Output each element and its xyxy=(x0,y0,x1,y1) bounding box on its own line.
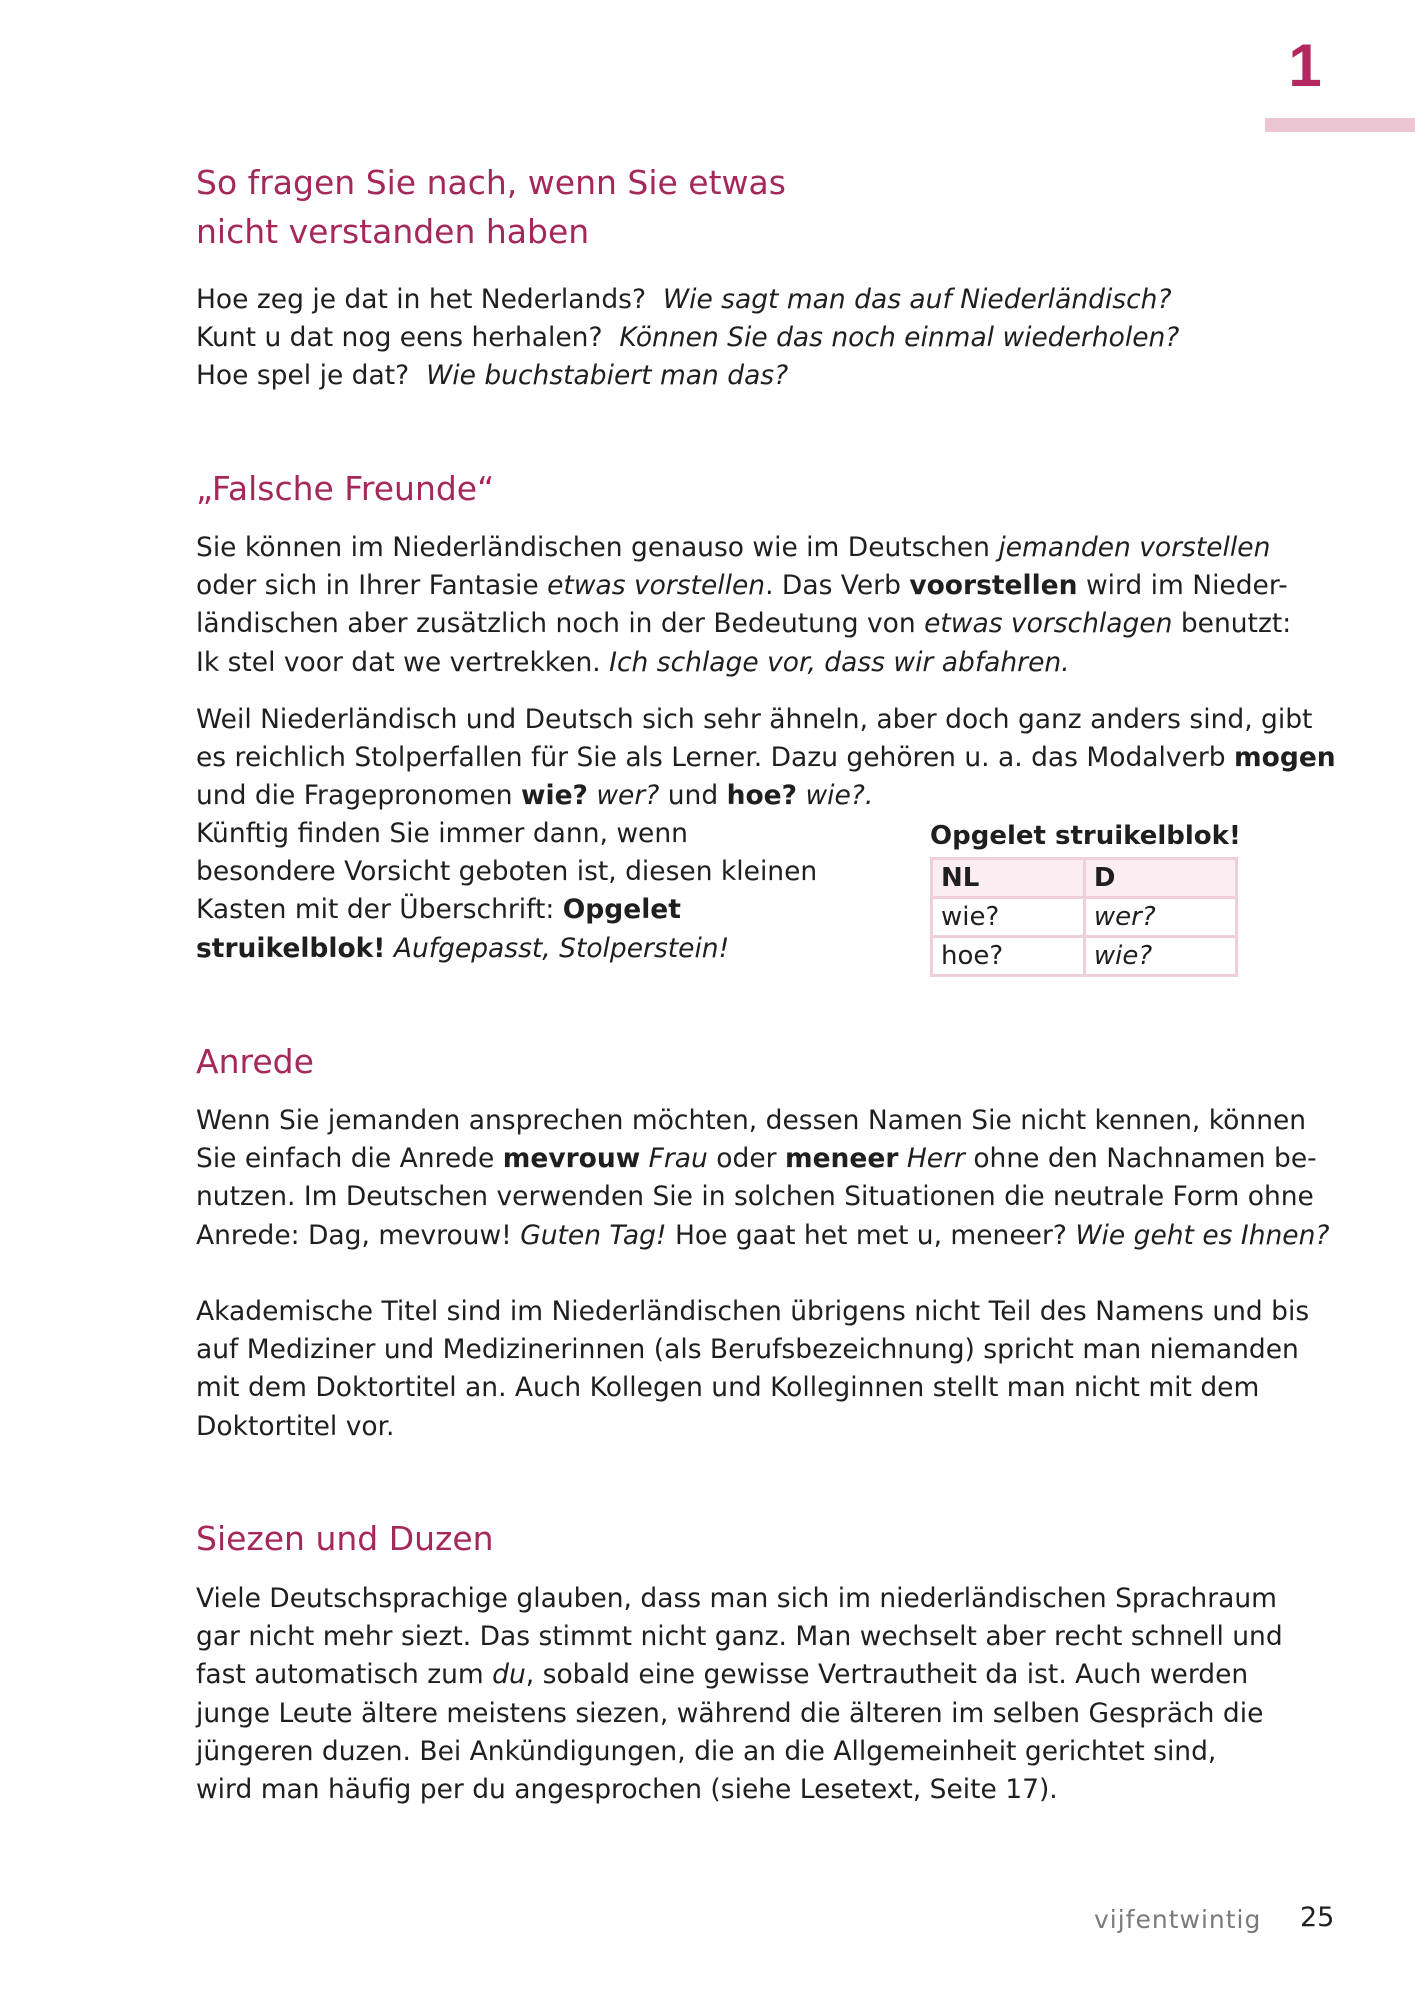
text-line xyxy=(196,1102,1329,1140)
text-line: gar nicht mehr siezt. Das stimmt nicht ganz. Man wechselt aber recht schnell und xyxy=(196,1621,1283,1653)
text-line xyxy=(196,644,1291,682)
text-line: mit dem Doktortitel an. Auch Kollegen und Kolleginnen stellt man nicht mit dem xyxy=(196,1372,1260,1404)
cell-nl: hoe? xyxy=(932,937,1085,976)
text: oder sich in Ihrer Fantasie xyxy=(196,570,548,602)
warning-box-title: Opgelet struikelblok! xyxy=(930,821,1241,851)
table-row xyxy=(932,898,1237,937)
text-italic: Ich schlage vor, dass wir abfahren. xyxy=(609,646,1070,678)
text: ohne den Nachnamen be- xyxy=(973,1143,1317,1175)
paragraph xyxy=(196,1580,1283,1809)
paragraph xyxy=(196,815,836,968)
text-italic: etwas vorstellen xyxy=(547,570,766,602)
text: und die Fragepronomen xyxy=(196,780,522,812)
table-header-row xyxy=(932,859,1237,898)
section-heading-falsche-freunde: „Falsche Freunde“ xyxy=(196,469,495,508)
page-number: 25 xyxy=(1300,1902,1335,1933)
cell-de: wie? xyxy=(1084,937,1236,976)
text-bold: meneer xyxy=(784,1143,899,1175)
text-line xyxy=(196,1656,1283,1694)
text-italic: jemanden vorstellen xyxy=(998,532,1271,563)
text-bold: wie? xyxy=(521,780,588,812)
text: fast automatisch zum xyxy=(196,1659,493,1691)
section-heading-nachfragen xyxy=(196,158,786,256)
text-bold: Opgelet struikelblok! xyxy=(196,894,681,964)
paragraph xyxy=(196,529,1291,682)
header-cell-nl: NL xyxy=(932,859,1085,898)
text-line xyxy=(196,1178,1329,1216)
header-cell-de: D xyxy=(1084,859,1236,898)
phrase-nl: Hoe zeg je dat in het Nederlands? xyxy=(196,284,647,315)
paragraph xyxy=(196,701,1336,816)
text-line: Akademische Titel sind im Niederländischen übrigens nicht Teil des Namens und bis xyxy=(196,1296,1310,1327)
chapter-number: 1 xyxy=(1288,32,1322,99)
text-line: junge Leute ältere meistens siezen, während die älteren im selben Gespräch die xyxy=(196,1697,1264,1729)
section-heading-anrede: Anrede xyxy=(196,1042,314,1081)
text-italic: Wie geht es Ihnen? xyxy=(1075,1219,1330,1251)
text-line xyxy=(196,567,1291,605)
phrase-nl: Kunt u dat nog eens herhalen? xyxy=(196,322,603,354)
text: , sobald eine gewisse Vertrautheit da ist. Auch werden xyxy=(525,1659,1249,1691)
text: Sie können im Niederländischen genauso wie im Deutschen xyxy=(196,532,999,563)
page-number-word: vijfentwintig xyxy=(1094,1905,1262,1934)
phrase-de: Wie sagt man das auf Niederländisch? xyxy=(662,284,1172,315)
text-italic: Frau xyxy=(648,1143,708,1175)
text-line: wird man häufig per du angesprochen (siehe Lesetext, Seite 17). xyxy=(196,1774,1058,1806)
text-bold: hoe? xyxy=(726,780,798,812)
text: es reichlich Stolperfallen für Sie als Lerner. Dazu gehören u. a. das Modalverb xyxy=(196,742,1235,774)
text-line xyxy=(196,777,1336,815)
heading-line: nicht verstanden haben xyxy=(196,212,590,251)
text: nutzen. Im Deutschen verwenden Sie in solchen Situationen die neutrale Form ohne xyxy=(196,1181,1314,1213)
text-line xyxy=(196,701,1336,739)
text-italic: etwas vorschlagen xyxy=(924,608,1173,640)
text: Ik stel voor dat we vertrekken. xyxy=(196,646,610,678)
text-italic: Aufgepasst, Stolperstein! xyxy=(393,932,730,964)
cell-nl: wie? xyxy=(932,898,1085,937)
text: und xyxy=(667,780,719,812)
text-italic: du xyxy=(492,1659,526,1691)
text-italic: wie?. xyxy=(805,780,874,812)
text-italic: wer? xyxy=(596,780,660,812)
text-line: auf Mediziner und Medizinerinnen (als Berufsbezeichnung) spricht man niemanden xyxy=(196,1334,1299,1366)
text: Wenn Sie jemanden ansprechen möchten, dessen Namen Sie nicht kennen, können xyxy=(196,1105,1307,1136)
table-row xyxy=(932,937,1237,976)
text: Sie einfach die Anrede xyxy=(196,1143,503,1175)
text: wird im Nieder- xyxy=(1077,570,1288,602)
text: . Das Verb xyxy=(765,570,910,602)
chapter-tab-bar xyxy=(1265,118,1415,132)
text-line xyxy=(196,605,1291,643)
text: benutzt: xyxy=(1172,608,1292,640)
text: Weil Niederländisch und Deutsch sich sehr ähneln, aber doch ganz anders sind, gibt xyxy=(196,704,1313,735)
text-line: Viele Deutschsprachige glauben, dass man sich im niederländischen Sprachraum xyxy=(196,1583,1277,1614)
paragraph xyxy=(196,1102,1329,1255)
text-bold: mevrouw xyxy=(502,1143,641,1175)
cell-de: wer? xyxy=(1084,898,1236,937)
text-line: jüngeren duzen. Bei Ankündigungen, die an die Allgemeinheit gerichtet sind, xyxy=(196,1735,1217,1767)
text: Künftig finden Sie immer dann, wenn besondere Vorsicht geboten ist, diesen kleinen Kasten mit der Überschrift: xyxy=(196,818,818,926)
phrase-list xyxy=(196,281,1179,396)
text: Hoe gaat het met u, meneer? xyxy=(666,1219,1076,1251)
text-italic: Guten Tag! xyxy=(520,1219,667,1251)
text: Anrede: Dag, mevrouw! xyxy=(196,1219,521,1251)
text-bold: voorstellen xyxy=(909,570,1078,602)
phrase-line xyxy=(196,357,1179,395)
text-line xyxy=(196,529,1291,567)
text: oder xyxy=(716,1143,777,1175)
warning-box-table xyxy=(930,857,1238,977)
section-heading-siezen-duzen: Siezen und Duzen xyxy=(196,1519,494,1558)
phrase-line xyxy=(196,281,1179,319)
text-italic: Herr xyxy=(906,1143,965,1175)
text-line xyxy=(196,739,1336,777)
phrase-nl: Hoe spel je dat? xyxy=(196,360,410,392)
heading-line: So fragen Sie nach, wenn Sie etwas xyxy=(196,163,786,202)
text-line xyxy=(196,1217,1329,1255)
text-line xyxy=(196,1140,1329,1178)
paragraph xyxy=(196,1293,1309,1446)
text-line: Doktortitel vor. xyxy=(196,1410,395,1442)
phrase-line xyxy=(196,319,1179,357)
text: ländischen aber zusätzlich noch in der Bedeutung von xyxy=(196,608,925,640)
text-bold: mogen xyxy=(1234,742,1336,774)
phrase-de: Wie buchstabiert man das? xyxy=(426,360,789,392)
phrase-de: Können Sie das noch einmal wiederholen? xyxy=(619,322,1180,354)
